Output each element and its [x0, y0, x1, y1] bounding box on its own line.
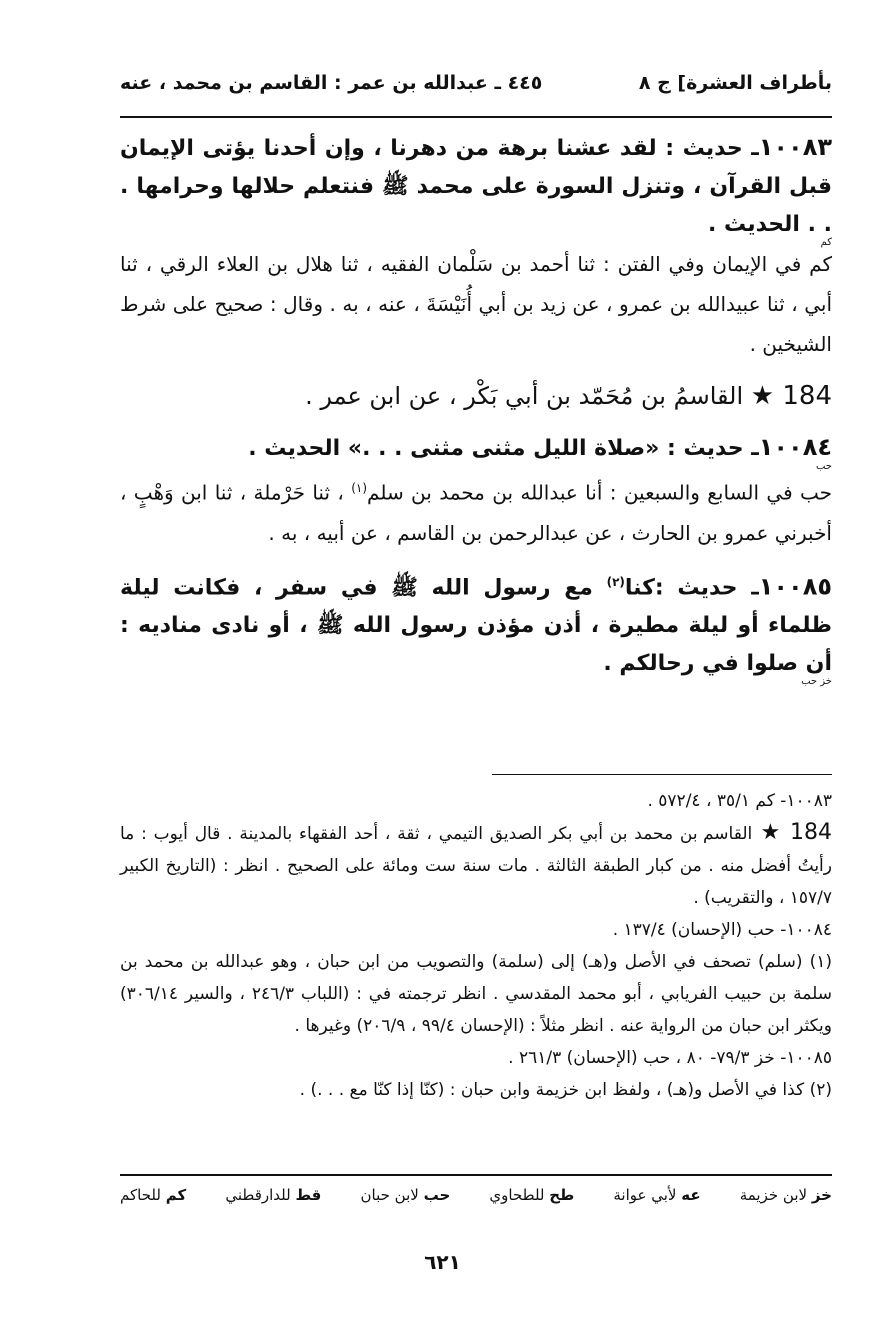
footnotes — [120, 740, 832, 1106]
narrator-badge: 184 ★ — [759, 820, 833, 845]
abbreviation-item: عه لأبي عوانة — [613, 1186, 701, 1204]
abbreviations-rule — [120, 1174, 832, 1176]
hadith-text — [120, 563, 832, 683]
isnad-part: ، ثنا حَرْملة ، ثنا ابن وَهْبٍ ، أخبرني عمرو بن الحارث ، عن عبدالرحمن بن القاسم ، عن أبيه ، به . — [120, 480, 832, 545]
section-title: ٤٤٥ ـ عبدالله بن عمر : القاسم بن محمد ، عنه — [120, 72, 543, 94]
narrator-name: القاسمُ بن مُحَمّد بن أبي بَكْر ، عن ابن عمر . — [305, 382, 744, 410]
page-number: ٦٢١ — [424, 1250, 461, 1274]
footnote-10083: ١٠٠٨٣- كم ٣٥/١ ، ٥٧٢/٤ . — [647, 791, 832, 811]
entry-10085 — [120, 563, 832, 687]
isnad — [120, 468, 832, 553]
abbreviation-item: قط للدارقطني — [225, 1186, 322, 1204]
footnote-184 — [120, 817, 832, 914]
abbreviation-item: حب لابن حبان — [360, 1186, 451, 1204]
hadith-text — [120, 128, 832, 244]
entry-10084 — [120, 428, 832, 553]
isnad: كم في الإيمان وفي الفتن : ثنا أحمد بن سَلْمان الفقيه ، ثنا هلال بن العلاء الرقي ، ثنا أبي ، ثنا عبيدالله بن عمرو ، عن زيد بن أبي أُنَيْسَةَ ، عنه ، به . وقال : صحيح على شرط الشيخين . — [120, 252, 832, 356]
source-sigla: كم — [820, 237, 832, 248]
hadith-body: ـ حديث :كنا — [624, 574, 759, 600]
footnote-10084: ١٠٠٨٤- حب (الإحسان) ١٣٧/٤ . — [612, 920, 832, 940]
abbreviation-item: كم للحاكم — [120, 1186, 187, 1204]
narrator-badge: 184 ★ — [750, 381, 832, 411]
header-rule — [120, 116, 832, 118]
abbreviation-item: طح للطحاوي — [489, 1186, 575, 1204]
hadith-body: ـ حديث : «صلاة الليل مثنى مثنى . . .» الحديث . — [248, 436, 759, 461]
source-sigla: حب — [815, 461, 832, 472]
book-title: بأطراف العشرة] ج ٨ — [638, 72, 832, 94]
footnote-rule — [492, 774, 832, 775]
footnote-10085: ١٠٠٨٥- خز ٧٩/٣- ٨٠ ، حب (الإحسان) ٢٦١/٣ . — [508, 1048, 832, 1068]
page-content — [120, 72, 832, 687]
hadith-number: ١٠٠٨٣ — [758, 133, 832, 161]
footnote-list — [120, 785, 832, 1106]
running-header — [120, 72, 832, 110]
footnote-ref: (٢) — [606, 574, 625, 589]
footnote-2: (٢) كذا في الأصل و(هـ) ، ولفظ ابن خزيمة وابن حبان : (كنّا إذا كنّا مع . . .) . — [299, 1080, 832, 1100]
narrator-heading — [120, 374, 832, 418]
entry-10083 — [120, 128, 832, 364]
hadith-body: مع رسول الله ﷺ في سفر ، فكانت ليلة ظلماء أو ليلة مطيرة ، أذن مؤذن رسول الله ﷺ ، أو نادى مناديه : أن صلوا في رحالكم . — [120, 574, 832, 676]
footnote-ref: (١) — [351, 481, 368, 495]
hadith-number: ١٠٠٨٥ — [758, 571, 832, 600]
abbreviations-key — [120, 1186, 832, 1204]
source-sigla: خز حب — [801, 675, 832, 687]
abbreviation-item: خز لابن خزيمة — [739, 1186, 832, 1204]
footnote-1: (١) (سلم) تصحف في الأصل و(هـ) إلى (سلمة) والتصويب من ابن حبان ، وهو عبدالله بن محمد بن سلمة بن حبيب الفريابي ، أبو محمد المقدسي . انظر ترجمته في : (اللباب ٢٤٦/٣ ، والسير ٣٠٦/١٤) ويكثر ابن حبان من الرواية عنه . انظر مثلاً : (الإحسان ٩٩/٤ ، ٢٠٦/٩) وغيرها . — [120, 952, 832, 1036]
hadith-number: ١٠٠٨٤ — [758, 433, 832, 461]
isnad-part: حب في السابع والسبعين : أنا عبدالله بن محمد بن سلم — [367, 480, 832, 505]
footnote-text: القاسم بن محمد بن أبي بكر الصديق التيمي ، ثقة ، أحد الفقهاء بالمدينة . قال أيوب : ما رأيتُ أفضل منه . من كبار الطبقة الثالثة . مات سنة ست ومائة على الصحيح . انظر : (التاريخ الكبير ١٥٧/٧ ، والتقريب) . — [120, 824, 832, 908]
hadith-body: ـ حديث : لقد عشنا برهة من دهرنا ، وإن أحدنا يؤتى الإيمان قبل القرآن ، وتنزل السورة على محمد ﷺ فنتعلم حلالها وحرامها . . . الحديث . — [120, 136, 832, 237]
